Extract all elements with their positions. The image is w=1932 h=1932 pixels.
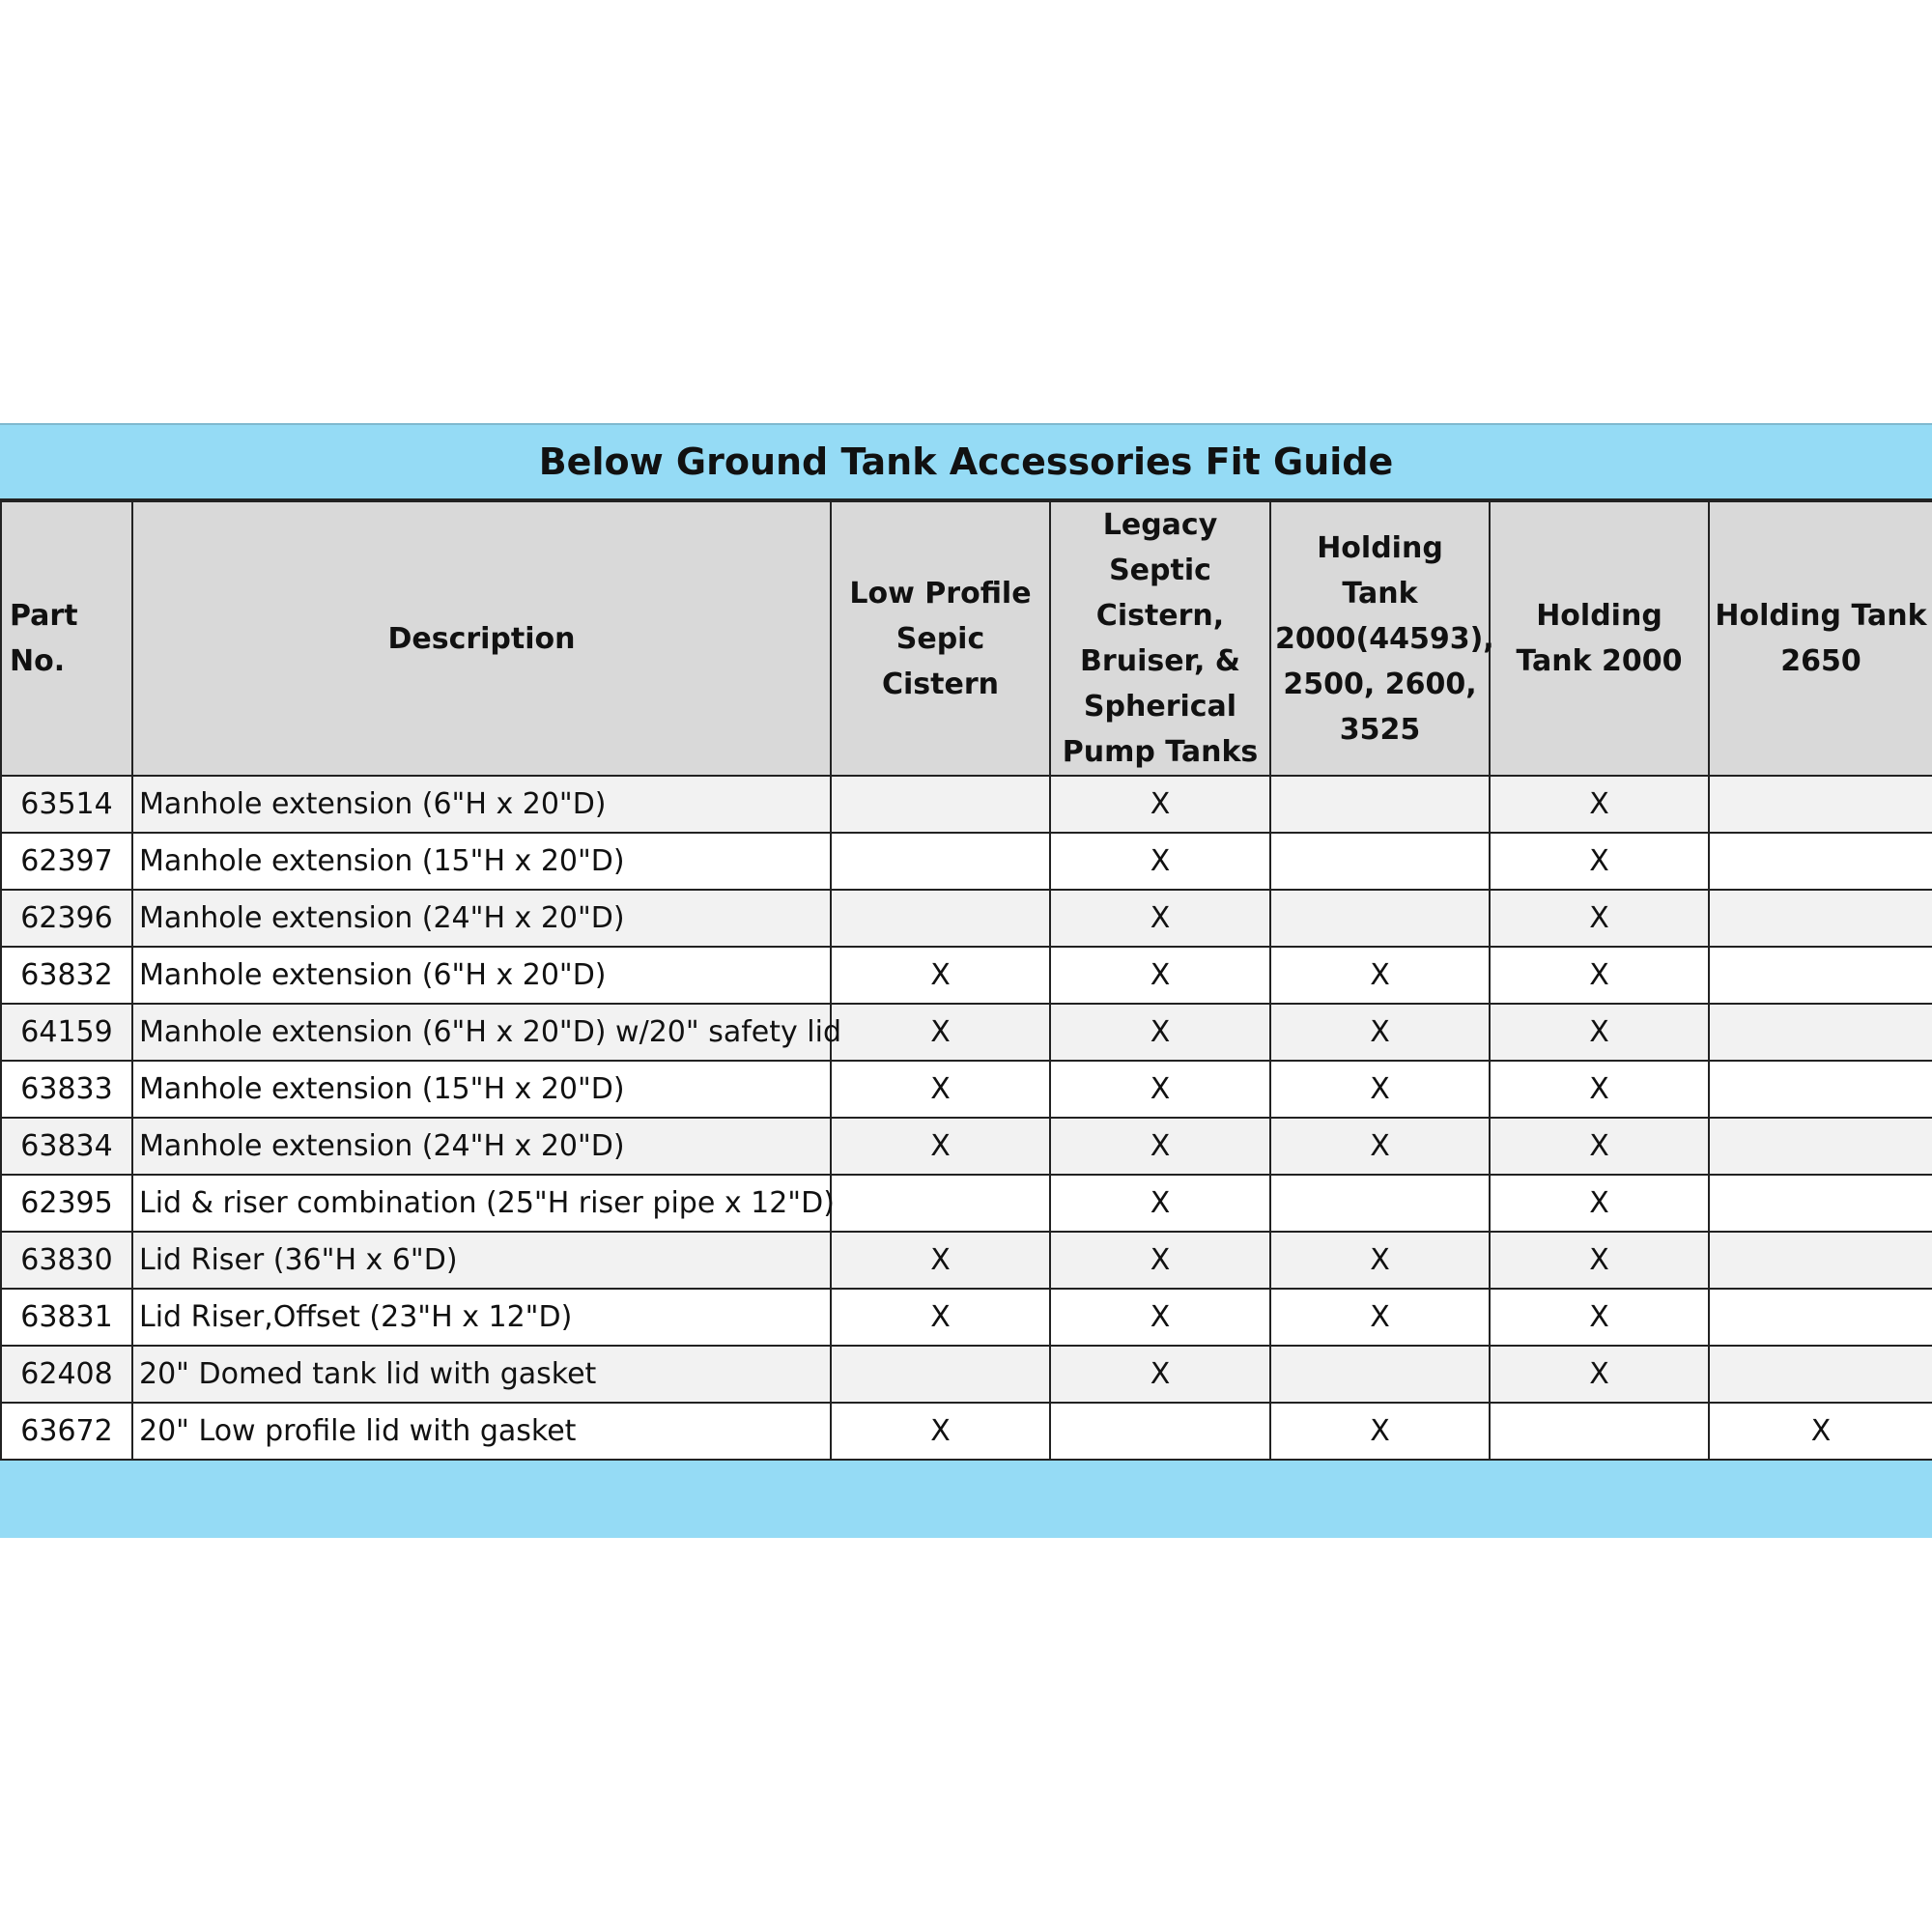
description-cell: Lid Riser,Offset (23"H x 12"D): [132, 1289, 831, 1346]
part-number-cell: 62408: [1, 1346, 132, 1403]
table-row: [1, 1061, 1932, 1118]
part-number-cell: 62397: [1, 833, 132, 890]
holding-tank-2000-fit-cell: X: [1490, 1346, 1709, 1403]
fit-guide-sheet: [0, 423, 1932, 1538]
header-low-profile: Low Profile Sepic Cistern: [831, 501, 1050, 776]
description-cell: Manhole extension (15"H x 20"D): [132, 1061, 831, 1118]
holding-tank-2650-fit-cell: [1709, 1289, 1932, 1346]
legacy-septic-fit-cell: X: [1050, 1004, 1270, 1061]
part-number-cell: 63830: [1, 1232, 132, 1289]
low-profile-fit-cell: X: [831, 1232, 1050, 1289]
holding-tank-multi-fit-cell: X: [1270, 1004, 1490, 1061]
table-row: [1, 947, 1932, 1004]
header-legacy-septic: Legacy Septic Cistern, Bruiser, & Spherical Pump Tanks: [1050, 501, 1270, 776]
fit-guide-table: [0, 500, 1932, 1461]
footer-bar: [0, 1461, 1932, 1538]
description-cell: Manhole extension (6"H x 20"D): [132, 776, 831, 833]
part-number-cell: 63672: [1, 1403, 132, 1460]
holding-tank-multi-fit-cell: [1270, 890, 1490, 947]
legacy-septic-fit-cell: [1050, 1403, 1270, 1460]
holding-tank-2000-fit-cell: [1490, 1403, 1709, 1460]
holding-tank-2650-fit-cell: [1709, 890, 1932, 947]
legacy-septic-fit-cell: X: [1050, 1346, 1270, 1403]
legacy-septic-fit-cell: X: [1050, 1175, 1270, 1232]
header-holding-tank-2000: Holding Tank 2000: [1490, 501, 1709, 776]
holding-tank-2000-fit-cell: X: [1490, 1232, 1709, 1289]
low-profile-fit-cell: [831, 890, 1050, 947]
part-number-cell: 63834: [1, 1118, 132, 1175]
low-profile-fit-cell: [831, 776, 1050, 833]
table-row: [1, 1175, 1932, 1232]
legacy-septic-fit-cell: X: [1050, 1118, 1270, 1175]
holding-tank-multi-fit-cell: [1270, 1346, 1490, 1403]
legacy-septic-fit-cell: X: [1050, 833, 1270, 890]
part-number-cell: 63514: [1, 776, 132, 833]
legacy-septic-fit-cell: X: [1050, 776, 1270, 833]
holding-tank-multi-fit-cell: X: [1270, 1061, 1490, 1118]
table-row: [1, 1346, 1932, 1403]
part-number-cell: 62396: [1, 890, 132, 947]
low-profile-fit-cell: X: [831, 947, 1050, 1004]
low-profile-fit-cell: [831, 1346, 1050, 1403]
table-row: [1, 1118, 1932, 1175]
sheet-title: Below Ground Tank Accessories Fit Guide: [0, 423, 1932, 500]
part-number-cell: 64159: [1, 1004, 132, 1061]
holding-tank-multi-fit-cell: X: [1270, 947, 1490, 1004]
holding-tank-multi-fit-cell: [1270, 1175, 1490, 1232]
holding-tank-2650-fit-cell: X: [1709, 1403, 1932, 1460]
holding-tank-2650-fit-cell: [1709, 947, 1932, 1004]
holding-tank-2650-fit-cell: [1709, 1118, 1932, 1175]
holding-tank-multi-fit-cell: X: [1270, 1289, 1490, 1346]
table-row: [1, 1289, 1932, 1346]
legacy-septic-fit-cell: X: [1050, 1061, 1270, 1118]
part-number-cell: 63833: [1, 1061, 132, 1118]
description-cell: Manhole extension (6"H x 20"D): [132, 947, 831, 1004]
holding-tank-2000-fit-cell: X: [1490, 776, 1709, 833]
low-profile-fit-cell: X: [831, 1004, 1050, 1061]
low-profile-fit-cell: [831, 1175, 1050, 1232]
header-holding-tank-2650: Holding Tank 2650: [1709, 501, 1932, 776]
table-row: [1, 1403, 1932, 1460]
header-description: Description: [132, 501, 831, 776]
holding-tank-2000-fit-cell: X: [1490, 1061, 1709, 1118]
holding-tank-2000-fit-cell: X: [1490, 947, 1709, 1004]
table-row: [1, 890, 1932, 947]
low-profile-fit-cell: X: [831, 1118, 1050, 1175]
table-row: [1, 1232, 1932, 1289]
holding-tank-2650-fit-cell: [1709, 1004, 1932, 1061]
part-number-cell: 62395: [1, 1175, 132, 1232]
header-holding-tank-multi: Holding Tank 2000(44593), 2500, 2600, 3525: [1270, 501, 1490, 776]
low-profile-fit-cell: X: [831, 1403, 1050, 1460]
description-cell: Manhole extension (6"H x 20"D) w/20" safety lid: [132, 1004, 831, 1061]
legacy-septic-fit-cell: X: [1050, 947, 1270, 1004]
holding-tank-2650-fit-cell: [1709, 833, 1932, 890]
header-row: [1, 501, 1932, 776]
description-cell: Manhole extension (24"H x 20"D): [132, 890, 831, 947]
holding-tank-2650-fit-cell: [1709, 1346, 1932, 1403]
holding-tank-2000-fit-cell: X: [1490, 1004, 1709, 1061]
description-cell: Manhole extension (15"H x 20"D): [132, 833, 831, 890]
legacy-septic-fit-cell: X: [1050, 1232, 1270, 1289]
holding-tank-multi-fit-cell: X: [1270, 1118, 1490, 1175]
header-part-no: Part No.: [1, 501, 132, 776]
holding-tank-multi-fit-cell: [1270, 776, 1490, 833]
table-row: [1, 776, 1932, 833]
table-body: [1, 776, 1932, 1460]
description-cell: Lid Riser (36"H x 6"D): [132, 1232, 831, 1289]
low-profile-fit-cell: X: [831, 1289, 1050, 1346]
description-cell: 20" Low profile lid with gasket: [132, 1403, 831, 1460]
table-row: [1, 1004, 1932, 1061]
holding-tank-2000-fit-cell: X: [1490, 890, 1709, 947]
low-profile-fit-cell: X: [831, 1061, 1050, 1118]
holding-tank-2000-fit-cell: X: [1490, 1289, 1709, 1346]
table-row: [1, 833, 1932, 890]
legacy-septic-fit-cell: X: [1050, 890, 1270, 947]
holding-tank-2000-fit-cell: X: [1490, 1118, 1709, 1175]
holding-tank-2650-fit-cell: [1709, 1175, 1932, 1232]
holding-tank-2650-fit-cell: [1709, 1232, 1932, 1289]
holding-tank-multi-fit-cell: [1270, 833, 1490, 890]
holding-tank-2000-fit-cell: X: [1490, 833, 1709, 890]
legacy-septic-fit-cell: X: [1050, 1289, 1270, 1346]
description-cell: 20" Domed tank lid with gasket: [132, 1346, 831, 1403]
holding-tank-2000-fit-cell: X: [1490, 1175, 1709, 1232]
holding-tank-multi-fit-cell: X: [1270, 1232, 1490, 1289]
holding-tank-multi-fit-cell: X: [1270, 1403, 1490, 1460]
part-number-cell: 63831: [1, 1289, 132, 1346]
part-number-cell: 63832: [1, 947, 132, 1004]
low-profile-fit-cell: [831, 833, 1050, 890]
description-cell: Manhole extension (24"H x 20"D): [132, 1118, 831, 1175]
description-cell: Lid & riser combination (25"H riser pipe x 12"D): [132, 1175, 831, 1232]
holding-tank-2650-fit-cell: [1709, 1061, 1932, 1118]
holding-tank-2650-fit-cell: [1709, 776, 1932, 833]
